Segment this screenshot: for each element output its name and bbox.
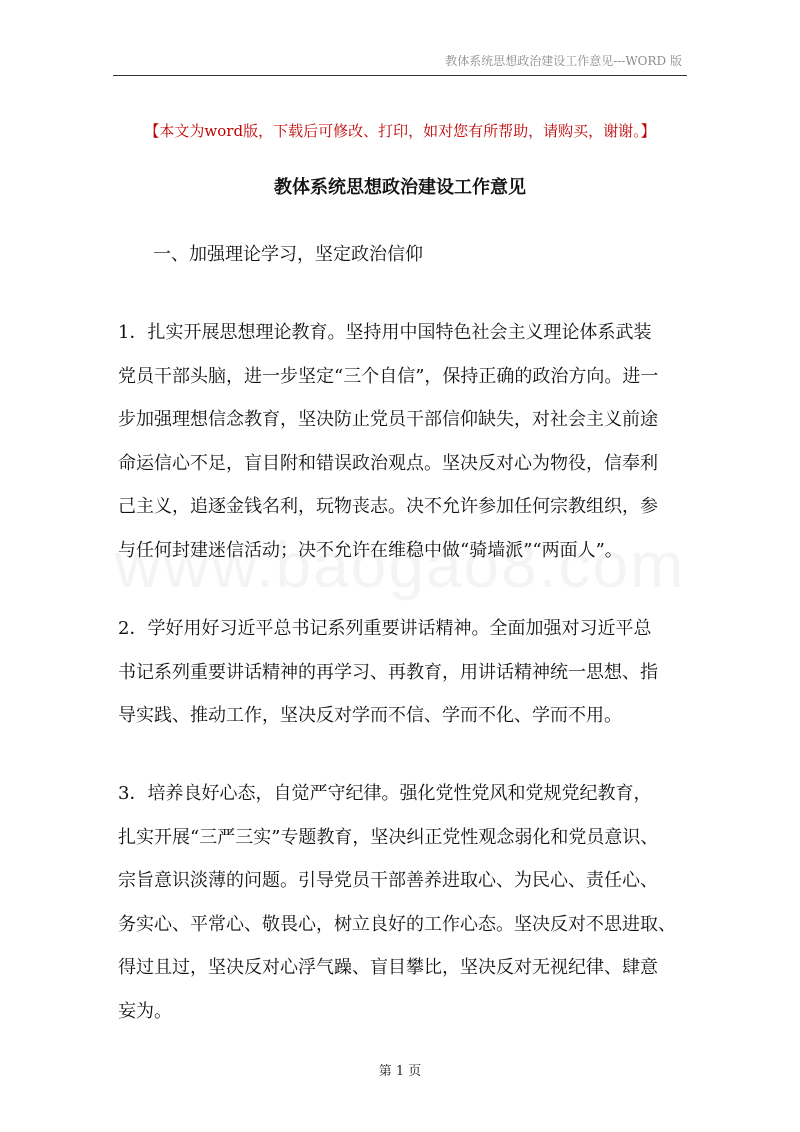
paragraph-line: 2．学好用好习近平总书记系列重要讲话精神。全面加强对习近平总	[118, 618, 652, 639]
paragraph-1	[118, 311, 686, 572]
paragraph-line: 党员干部头脑，进一步坚定“三个自信”，保持正确的政治方向。进一	[118, 365, 659, 387]
document-title: 教体系统思想政治建设工作意见	[274, 177, 526, 198]
paragraph-line: 书记系列重要讲话精神的再学习、再教育，用讲话精神统一思想、指	[118, 661, 658, 683]
paragraph-line: 导实践、推动工作，坚决反对学而不信、学而不化、学而不用。	[118, 705, 622, 726]
paragraph-3	[118, 772, 686, 1033]
paragraph-line: 己主义，追逐金钱名利，玩物丧志。决不允许参加任何宗教组织，参	[118, 496, 658, 517]
paragraph-line: 务实心、平常心、敬畏心，树立良好的工作心态。坚决反对不思进取、	[118, 913, 676, 935]
running-header: 教体系统思想政治建设工作意见---WORD 版	[445, 54, 682, 68]
paragraph-line: 命运信心不足，盲目附和错误政治观点。坚决反对心为物役，信奉利	[118, 452, 658, 474]
header-divider	[113, 75, 687, 76]
section-heading: 一、加强理论学习，坚定政治信仰	[153, 244, 423, 265]
paragraph-line: 1．扎实开展思想理论教育。坚持用中国特色社会主义理论体系武装	[118, 322, 652, 343]
paragraph-2	[118, 607, 686, 738]
paragraph-line: 宗旨意识淡薄的问题。引导党员干部善养进取心、为民心、责任心、	[118, 870, 658, 891]
paragraph-line: 妄为。	[118, 1000, 172, 1022]
paragraph-line: 得过且过，坚决反对心浮气躁、盲目攀比，坚决反对无视纪律、肆意	[118, 957, 658, 978]
page-number: 第 1 页	[378, 1064, 422, 1079]
paragraph-line: 扎实开展“三严三实”专题教育，坚决纠正党性观念弱化和党员意识、	[118, 826, 659, 848]
paragraph-line: 与任何封建迷信活动；决不允许在维稳中做“骑墙派”“两面人”。	[118, 539, 623, 561]
paragraph-line: 步加强理想信念教育，坚决防止党员干部信仰缺失，对社会主义前途	[118, 409, 658, 430]
paragraph-line: 3．培养良好心态，自觉严守纪律。强化党性党风和党规党纪教育，	[118, 783, 652, 804]
purchase-notice: 【本文为word版，下载后可修改、打印，如对您有所帮助，请购买，谢谢。】	[144, 122, 656, 140]
